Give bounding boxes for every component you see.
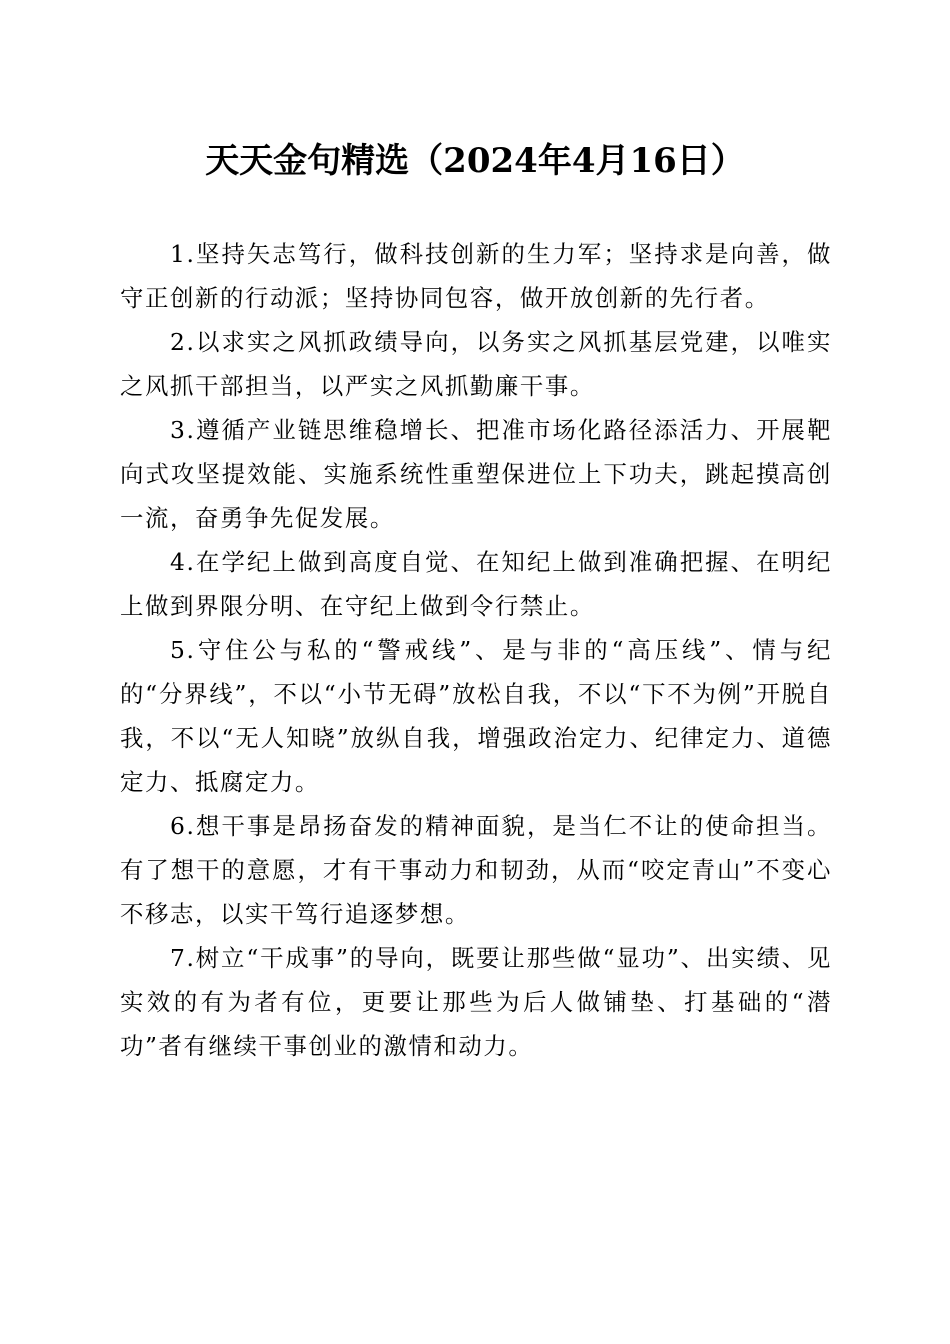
paragraph-4: 4.在学纪上做到高度自觉、在知纪上做到准确把握、在明纪上做到界限分明、在守纪上做到令行禁止。 bbox=[120, 548, 832, 620]
document-title: 天天金句精选（2024年4月16日） bbox=[205, 141, 745, 181]
paragraph-2: 2.以求实之风抓政绩导向，以务实之风抓基层党建，以唯实之风抓干部担当，以严实之风抓勤廉干事。 bbox=[120, 328, 832, 400]
document-body bbox=[120, 232, 832, 1068]
paragraph-7: 7.树立“干成事”的导向，既要让那些做“显功”、出实绩、见实效的有为者有位，更要让那些为后人做铺垫、打基础的“潜功”者有继续干事创业的激情和动力。 bbox=[120, 944, 832, 1060]
paragraph-5: 5.守住公与私的“警戒线”、是与非的“高压线”、情与纪的“分界线”，不以“小节无碍”放松自我，不以“下不为例”开脱自我，不以“无人知晓”放纵自我，增强政治定力、纪律定力、道德定力、抵腐定力。 bbox=[120, 636, 832, 796]
paragraph-1: 1.坚持矢志笃行，做科技创新的生力军；坚持求是向善，做守正创新的行动派；坚持协同包容，做开放创新的先行者。 bbox=[120, 240, 832, 312]
paragraph-3: 3.遵循产业链思维稳增长、把准市场化路径添活力、开展靶向式攻坚提效能、实施系统性重塑保进位上下功夫，跳起摸高创一流，奋勇争先促发展。 bbox=[120, 416, 832, 532]
paragraph-6: 6.想干事是昂扬奋发的精神面貌，是当仁不让的使命担当。有了想干的意愿，才有干事动力和韧劲，从而“咬定青山”不变心不移志，以实干笃行追逐梦想。 bbox=[120, 812, 832, 928]
